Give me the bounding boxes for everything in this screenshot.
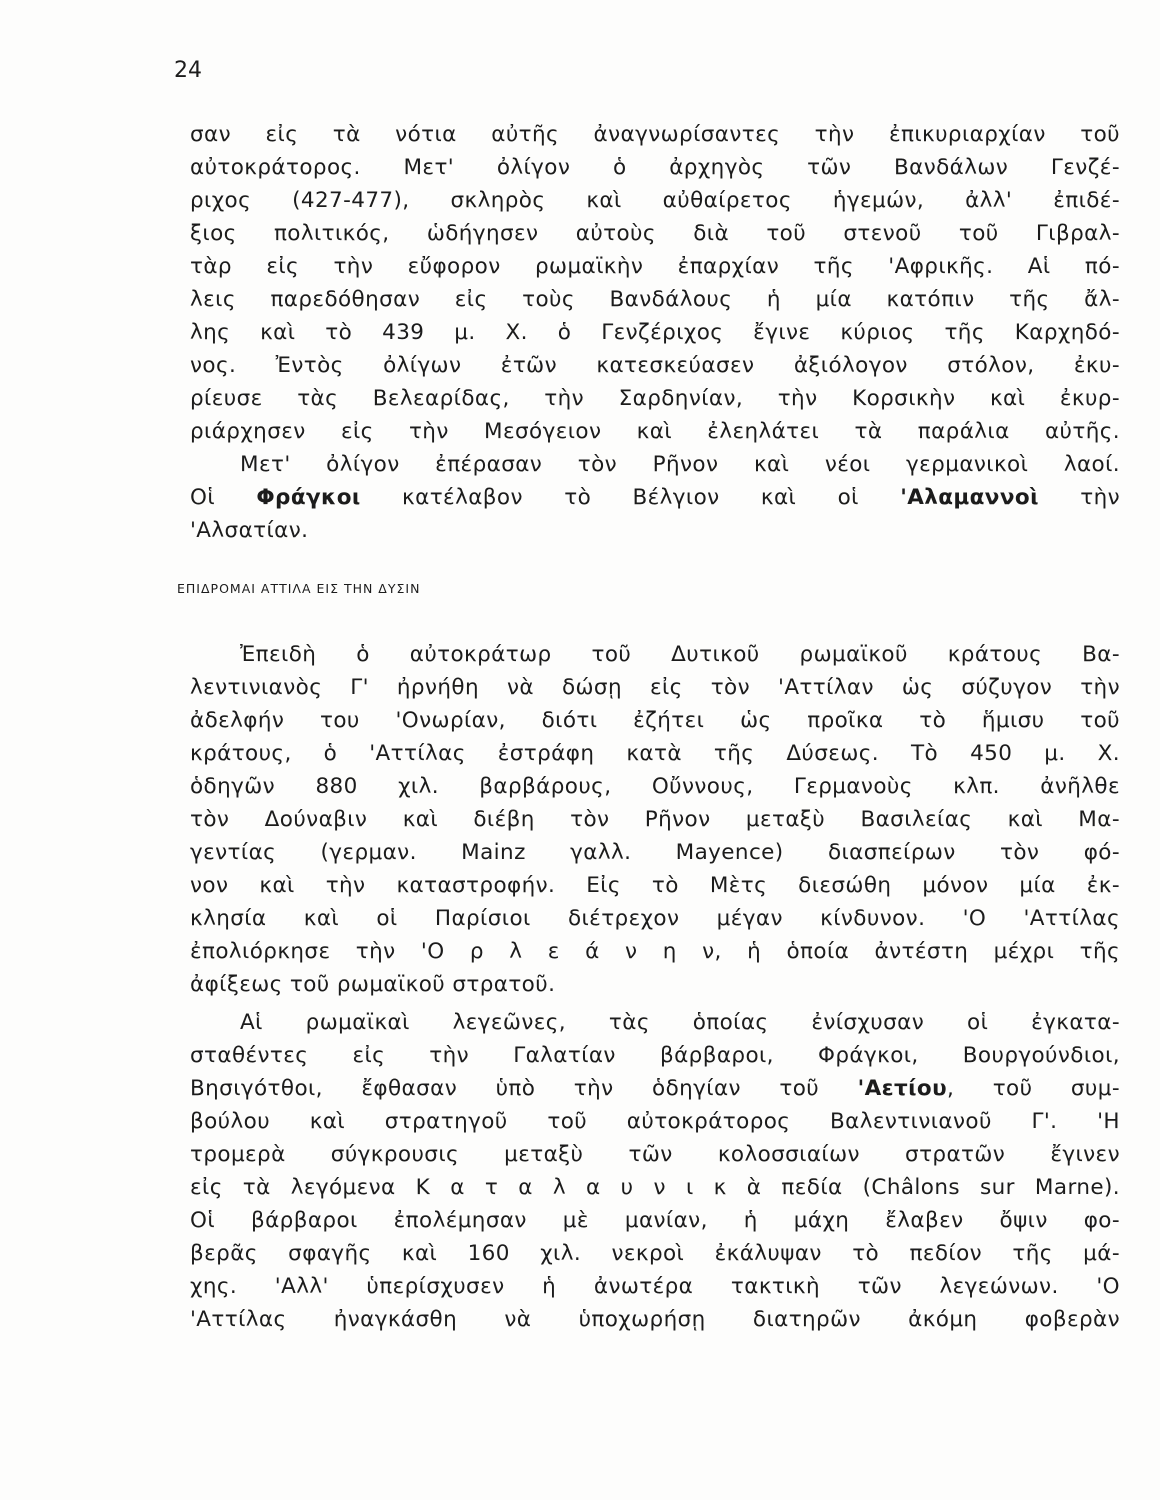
text-line: ἐπολιόρκησε τὴν 'Ο ρ λ ε ά ν η ν, ἡ ὁποία ἀντέστη μέχρι τῆς <box>190 939 1120 964</box>
text-line: λεντινιανὸς Γ' ἠρνήθη νὰ δώσῃ εἰς τὸν 'Αττίλαν ὡς σύζυγον τὴν <box>190 675 1120 700</box>
paragraph-attila <box>190 638 1120 1001</box>
text-line <box>190 481 1120 514</box>
text-line: Αἱ ρωμαϊκαὶ λεγεῶνες, τὰς ὁποίας ἐνίσχυσαν οἱ ἐγκατα- <box>240 1010 1120 1035</box>
bold-term-aetius: 'Αετίου <box>857 1076 947 1101</box>
text-line: χης. 'Αλλ' ὑπερίσχυσεν ἡ ἀνωτέρα τακτικὴ τῶν λεγεώνων. 'Ο <box>190 1274 1120 1299</box>
text-line: βερᾶς σφαγῆς καὶ 160 χιλ. νεκροὶ ἐκάλυψαν τὸ πεδίον τῆς μά- <box>190 1241 1120 1266</box>
text-run: κατέλαβον τὸ Βέλγιον καὶ οἱ <box>360 485 901 510</box>
text-run: , τοῦ συμ- <box>947 1076 1121 1101</box>
text-line: ξιος πολιτικός, ὡδήγησεν αὐτοὺς διὰ τοῦ στενοῦ τοῦ Γιβραλ- <box>190 221 1120 246</box>
text-line: εἰς τὰ λεγόμενα Κ α τ α λ α υ ν ι κ ὰ πεδία (Châlons sur Marne). <box>190 1175 1120 1200</box>
text-line: σταθέντες εἰς τὴν Γαλατίαν βάρβαροι, Φράγκοι, Βουργούνδιοι, <box>190 1043 1120 1068</box>
text-line: βούλου καὶ στρατηγοῦ τοῦ αὐτοκράτορος Βαλεντινιανοῦ Γ'. 'Η <box>190 1109 1120 1134</box>
bold-term-franks: Φράγκοι <box>256 485 361 510</box>
text-line: 'Αλσατίαν. <box>190 518 309 543</box>
text-line: ἀδελφήν του 'Ονωρίαν, διότι ἐζήτει ὡς προῖκα τὸ ἥμισυ τοῦ <box>190 708 1120 733</box>
paragraph-catalaunian <box>190 1006 1120 1336</box>
text-run: Βησιγότθοι, ἔφθασαν ὑπὸ τὴν ὁδηγίαν τοῦ <box>190 1076 858 1101</box>
text-line: ριάρχησεν εἰς τὴν Μεσόγειον καὶ ἐλεηλάτει τὰ παράλια αὐτῆς. <box>190 419 1120 444</box>
section-heading: ΕΠΙΔΡΟΜΑΙ ΑΤΤΙΛΑ ΕΙΣ ΤΗΝ ΔΥΣΙΝ <box>177 581 421 596</box>
text-line <box>190 1072 1120 1105</box>
text-line: κλησία καὶ οἱ Παρίσιοι διέτρεχον μέγαν κίνδυνον. 'Ο 'Αττίλας <box>190 906 1120 931</box>
text-line: ὁδηγῶν 880 χιλ. βαρβάρους, Οὔννους, Γερμανοὺς κλπ. ἀνῆλθε <box>190 774 1120 799</box>
text-line: λεις παρεδόθησαν εἰς τοὺς Βανδάλους ἡ μία κατόπιν τῆς ἄλ- <box>190 287 1120 312</box>
page-number: 24 <box>174 58 202 83</box>
text-line: σαν εἰς τὰ νότια αὐτῆς ἀναγνωρίσαντες τὴν ἐπικυριαρχίαν τοῦ <box>190 122 1120 147</box>
text-line: λης καὶ τὸ 439 μ. Χ. ὁ Γενζέριχος ἔγινε κύριος τῆς Καρχηδό- <box>190 320 1120 345</box>
text-line: γεντίας (γερμαν. Mainz γαλλ. Mayence) διασπείρων τὸν φό- <box>190 840 1120 865</box>
text-line: 'Αττίλας ἠναγκάσθη νὰ ὑποχωρήσῃ διατηρῶν ἀκόμη φοβερὰν <box>190 1307 1120 1332</box>
text-line: Οἱ βάρβαροι ἐπολέμησαν μὲ μανίαν, ἡ μάχη ἔλαβεν ὄψιν φο- <box>190 1208 1120 1233</box>
text-line: αὐτοκράτορος. Μετ' ὀλίγον ὁ ἀρχηγὸς τῶν Βανδάλων Γενζέ- <box>190 155 1120 180</box>
text-line: κράτους, ὁ 'Αττίλας ἐστράφη κατὰ τῆς Δύσεως. Τὸ 450 μ. Χ. <box>190 741 1120 766</box>
text-line: ριχος (427-477), σκληρὸς καὶ αὐθαίρετος ἡγεμών, ἀλλ' ἐπιδέ- <box>190 188 1120 213</box>
bold-term-alamanni: 'Αλαμαννοὶ <box>900 485 1039 510</box>
text-line: νον καὶ τὴν καταστροφήν. Εἰς τὸ Μὲτς διεσώθη μόνον μία ἐκ- <box>190 873 1120 898</box>
text-line: Μετ' ὀλίγον ἐπέρασαν τὸν Ρῆνον καὶ νέοι γερμανικοὶ λαοί. <box>240 452 1120 477</box>
paragraph-vandals <box>190 118 1120 547</box>
text-line: τὰρ εἰς τὴν εὔφορον ρωμαϊκὴν ἐπαρχίαν τῆς 'Αφρικῆς. Αἱ πό- <box>190 254 1120 279</box>
text-line: ἀφίξεως τοῦ ρωμαϊκοῦ στρατοῦ. <box>190 972 556 997</box>
text-line: τρομερὰ σύγκρουσις μεταξὺ τῶν κολοσσιαίων στρατῶν ἔγινεν <box>190 1142 1120 1167</box>
text-line: νος. Ἐντὸς ὀλίγων ἐτῶν κατεσκεύασεν ἀξιόλογον στόλον, ἐκυ- <box>190 353 1120 378</box>
text-run: τὴν <box>1038 485 1121 510</box>
text-line: ρίευσε τὰς Βελεαρίδας, τὴν Σαρδηνίαν, τὴν Κορσικὴν καὶ ἐκυρ- <box>190 386 1120 411</box>
text-line: τὸν Δούναβιν καὶ διέβη τὸν Ρῆνον μεταξὺ Βασιλείας καὶ Μα- <box>190 807 1120 832</box>
text-line: Ἐπειδὴ ὁ αὐτοκράτωρ τοῦ Δυτικοῦ ρωμαϊκοῦ κράτους Βα- <box>240 642 1120 667</box>
text-run: Οἱ <box>190 485 257 510</box>
